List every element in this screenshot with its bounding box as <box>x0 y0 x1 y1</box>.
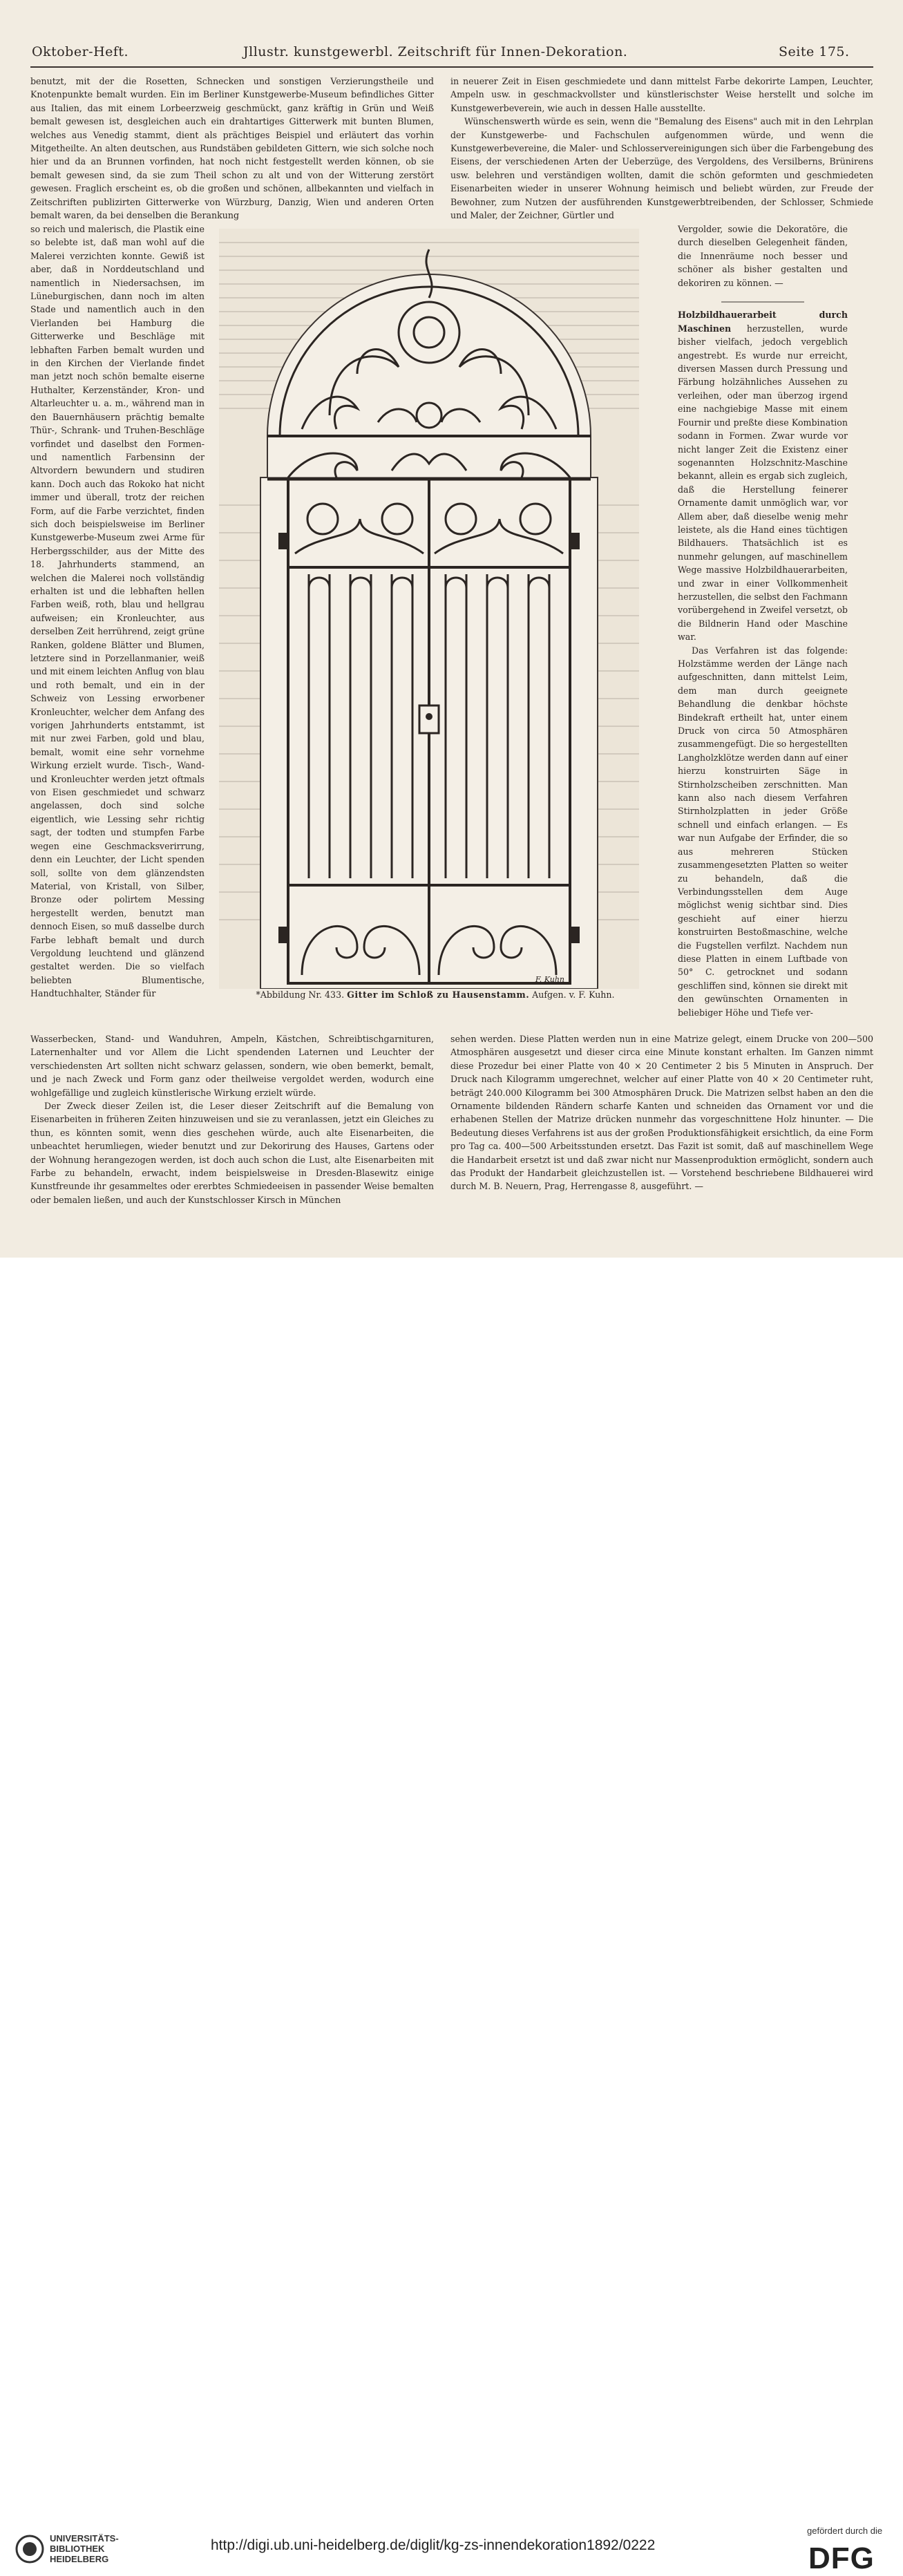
paragraph: herzustellen, wurde bisher vielfach, jedoch vergeblich angestrebt. Es wurde nur erreicht, diversen Massen durch Pressung und Färbung holzähnliches Aussehen zu verleihen, oder man überzog irgend eine nachgiebige Masse mit einem Fournir und preßte diese Kombination sodann in Formen. Zwar wurde vor nicht langer Zeit die Existenz einer sogenannten Holzschnitz-Maschine bekannt, allein es ergab sich zugleich, daß die Herstellung feinerer Ornamente damit unmöglich war, vor Allem aber, daß dieselbe wenig mehr leistete, als die Hand eines tüchtigen Bildhauers. Thatsächlich ist es nunmehr gelungen, auf maschinellem Wege massive Holzbildhauerarbeiten, und zwar in einer Vollkommenheit herzustellen, die selbst den Fachmann vorübergehend in Zweifel versetzt, ob die Bildnerin Hand oder Maschine war. <box>678 323 848 643</box>
section-divider <box>721 301 804 303</box>
institution-line: HEIDELBERG <box>50 2554 109 2564</box>
paragraph: Das Verfahren ist das folgende: Holzstämme werden der Länge nach aufgeschnitten, dann mittelst Leim, dem man durch geeignete Behandlung die denkbar höchste Bindekraft ertheilt hat, unter einem Druck von circa 50 Atmosphären zusammengefügt. Die so hergestellten Langholzklötze werden dann auf einer hierzu konstruirten Säge in Stirnholzscheiben zerschnitten. Man kann also nach diesem Verfahren Stirnholzplatten in jeder Größe schnell und einfach erlangen. — Es war nun Aufgabe der Erfinder, die so aus mehreren Stücken zusammengesetzten Platten so weiter zu behandeln, daß die Verbindungsstellen dem Auge möglichst wenig sichtbar sind. Dies geschieht auf einer hierzu konstruirten Bestoßmaschine, welche die Fugstellen verfilzt. Nachdem nun diese Platten in einem Luftbade von 50° C. getrocknet und sodann geschliffen sind, können sie direkt mit den gewünschten Ornamenten in beliebiger Höhe und Tiefe ver- <box>678 645 848 1018</box>
paragraph: Der Zweck dieser Zeilen ist, die Leser dieser Zeitschrift auf die Bemalung von Eisenarbeiten in früheren Zeiten hinzuweisen und sie zu veranlassen, jetzt ein Gleiches zu thun, es könnten somit, wenn dies geschehen würde, auch alte Eisenarbeiten, die unbeachtet herumliegen, wieder benutzt und zur Dekorirung des Hauses, Gartens oder der Wohnung herangezogen werden, ist doch auch schon die Lust, alte Eisenarbeiten mit Farbe zu behandeln, erwacht, indem beispielsweise in Dresden-Blasewitz einige Kunstfreunde ihr gesammeltes oder ererbtes Schmiedeeisen in passender Weise bemalten oder bemalen ließen, und auch der Kunstschlosser Kirsch in München <box>30 1101 434 1205</box>
figure-caption <box>228 989 643 1000</box>
text-column-bottom-left <box>30 1032 434 1206</box>
funding-note: gefördert durch die <box>807 2526 883 2536</box>
section-heading: Holzbildhauerarbeit durch Maschinen <box>678 310 848 334</box>
artist-signature: F. Kuhn <box>535 975 564 984</box>
institution-line: BIBLIOTHEK <box>50 2544 105 2554</box>
header-right: Seite 175. <box>779 44 850 59</box>
institution-name <box>50 2533 119 2564</box>
caption-number: *Abbildung Nr. 433. <box>256 989 345 1000</box>
paragraph: Vergolder, sowie die Dekoratöre, die durch dieselben Gelegenheit fänden, die Innenräume noch besser und schöner als bisher gestalten und dekoriren zu können. — <box>678 224 848 288</box>
header-left: Oktober-Heft. <box>32 44 129 59</box>
university-seal-icon <box>15 2535 44 2564</box>
caption-title: Gitter im Schloß zu Hausenstamm. <box>347 989 530 1000</box>
lock-plate <box>419 705 439 733</box>
paragraph: Wünschenswerth würde es sein, wenn die "Bemalung des Eisens" auch mit in den Lehrplan der Kunstgewerbe- und Fachschulen aufgenommen würde, und wenn die Kunstgewerbevereine, die Maler- und Schlosservereinigungen sich über die Farbengebung des Eisens, der verschiedenen Arten der Ueberzüge, des Vergoldens, des Versilberns, Brünirens usw. belehren und verständigen wollten, damit die schön geformten und geschmiedeten Eisenarbeiten wieder in unserer Wohnung heimisch und beliebt würden, zur Freude der Bewohner, zum Nutzen der ausführenden Kunstgewerbtreibenden, der Schlosser, Schmiede und Maler, der Zeichner, Gürtler und <box>450 116 873 221</box>
source-url-link[interactable]: http://digi.ub.uni-heidelberg.de/diglit/kg-zs-innendekoration1892/0222 <box>211 2537 656 2553</box>
paragraph: benutzt, mit der die Rosetten, Schnecken und sonstigen Verzierungstheile und Knotenpunkte bemalt wurden. Ein im Berliner Kunstgewerbe-Museum befindliches Gitter aus Italien, das mit einem Lorbeerzweig geschmückt, ganz kräftig in Grün und Weiß bemalt gewesen ist, desgleichen auch ein drahtartiges Gitterwerk mit bunten Blumen, welches aus Venedig stammt, dient als prächtiges Beispiel und erläutert das vorhin Mitgetheilte. An alten deutschen, aus Rundstäben gebildeten Gittern, wie sich solche noch hier und da an Brunnen vorfinden, hat noch nicht festgestellt werden können, ob sie bemalt gewesen sind, da sie zum Theil schon zu alt und von der Witterung zerstört gewesen. Fraglich erscheint es, ob die großen und schönen, allbekannten und vielfach in Zeitschriften publizirten Gitterwerke von Würzburg, Danzig, Wien und anderen Orten bemalt waren, da bei denselben die Berankung <box>30 76 434 221</box>
digitization-footer <box>0 1258 903 2575</box>
paragraph: in neuerer Zeit in Eisen geschmiedete und dann mittelst Farbe dekorirte Lampen, Leuchter, Ampeln usw. in geschmackvollster und künstlerischster Weise herstellt und solche im Kunstgewerbeverein, wie auch in dessen Halle ausstellte. <box>450 76 873 113</box>
dfg-logo: DFG <box>808 2541 875 2575</box>
scanned-page <box>0 0 903 1258</box>
institution-line: UNIVERSITÄTS- <box>50 2533 119 2544</box>
gate-illustration <box>219 229 639 989</box>
text-column-left-narrow <box>30 222 205 1001</box>
paragraph: Wasserbecken, Stand- und Wanduhren, Ampeln, Kästchen, Schreibtischgarnituren, Laternenhalter und vor Allem die Licht spendenden Laternen und Leuchter der verschiedensten Art sollten nicht schwarz gelassen, sondern, wie oben bemerkt, bemalt, und je nach Zweck und Form ganz oder theilweise vergoldet werden, wodurch eine wohlgefällige und zugleich künstlerische Wirkung erzielt würde. <box>30 1034 434 1098</box>
text-column-right-narrow <box>678 222 848 1019</box>
caption-credit: Aufgen. v. F. Kuhn. <box>532 989 615 1000</box>
text-column-top-right <box>450 75 873 222</box>
text-column-bottom-right <box>450 1032 873 1193</box>
text-column-top-left <box>30 75 434 222</box>
paragraph: sehen werden. Diese Platten werden nun in eine Matrize gelegt, einem Drucke von 200—500 Atmosphären ausgesetzt und dieser circa eine Minute konstant erhalten. Im Ganzen nimmt diese Prozedur bei einer Platte von 40 × 20 Centimeter 2 bis 5 Minuten in Anspruch. Der Druck nach Kilogramm umgerechnet, welcher auf einer Platte von 40 × 20 Centimeter ruht, beträgt 240.000 Kilogramm bei 300 Atmosphären Druck. Die Matrizen selbst haben an den die Ornamente bildenden Rändern scharfe Kanten und schneiden das Ornament vor und die erhabenen Stellen der Matrize drücken nunmehr das vorgeschnittene Holz hinunter. — Die Bedeutung dieses Verfahrens ist aus der großen Produktionsfähigkeit ersichtlich, da eine Form pro Tag ca. 400—500 Arbeitsstunden ersetzt. Das Fazit ist somit, daß auf maschinellem Wege die Handarbeit ersetzt ist und daß zwar nicht nur Massenproduktion ermöglicht, sondern auch das Produkt der Handarbeit gleichzustellen ist. — Vorstehend beschriebene Bildhauerei wird durch M. B. Neuern, Prag, Herrengasse 8, ausgeführt. — <box>450 1034 873 1192</box>
paragraph: so reich und malerisch, die Plastik eine so belebte ist, daß man wohl auf die Malerei verzichten konnte. Gewiß ist aber, daß in Norddeutschland und namentlich in Niedersachsen, im Lüneburgischen, dann noch im alten Stade und namentlich auch in den Vierlanden bei Hamburg die Gitterwerke und Beschläge mit lebhaften Farben bemalt wurden und in den Kirchen der Vierlande findet man jetzt noch schön bemalte eiserne Huthalter, Kerzenständer, Kron- und Altarleuchter u. a. m., während man in den Bauernhäusern prächtig bemalte Thür-, Schrank- und Truhen-Beschläge vorfindet und daselbst den Formen- und namentlich Farbensinn der Altvordern bewundern und studiren kann. Doch auch das Rokoko hat nicht immer und überall, trotz der reichen Form, auf die Farbe verzichtet, finden sich doch beispielsweise im Berliner Kunstgewerbe-Museum zwei Arme für Herbergsschilder, aus der Mitte des 18. Jahrhunderts stammend, an welchen die Malerei noch vollständig erhalten ist und die lebhaften hellen Farben weiß, roth, blau und hellgrau aufweisen; ein Kronleuchter, aus derselben Zeit herrührend, zeigt grüne Ranken, goldene Blätter und Blumen, letztere sind in Porzellanmanier, weiß und mit einem leichten Anflug von blau und roth bemalt, und ein in der Schweiz von Lessing erworbener Kronleuchter, welcher dem Anfang des vorigen Jahrhunderts entstammt, ist mit nur zwei Farben, gold und blau, bemalt, womit eine sehr vornehme Wirkung erzielt wurde. Tisch-, Wand- und Kronleuchter werden jetzt oftmals von Eisen geschmiedet und schwarz angelassen, doch sind solche eigentlich, wie Lessing sehr richtig sagt, der todten und stumpfen Farbe wegen eine Geschmacksverirrung, denn ein Leuchter, der Licht spenden soll, sollte von dem glänzendsten Material, von Kristall, von Silber, Bronze oder polirtem Messing hergestellt werden, benutzt man dennoch Eisen, so muß dasselbe durch Farbe lebhaft bemalt und durch Vergoldung leuchtend und glänzend gestaltet werden. Die so vielfach beliebten Blumentische, Handtuchhalter, Ständer für <box>30 224 205 999</box>
header-center: Jllustr. kunstgewerbl. Zeitschrift für Innen-Dekoration. <box>243 44 628 59</box>
header-rule <box>30 66 873 68</box>
